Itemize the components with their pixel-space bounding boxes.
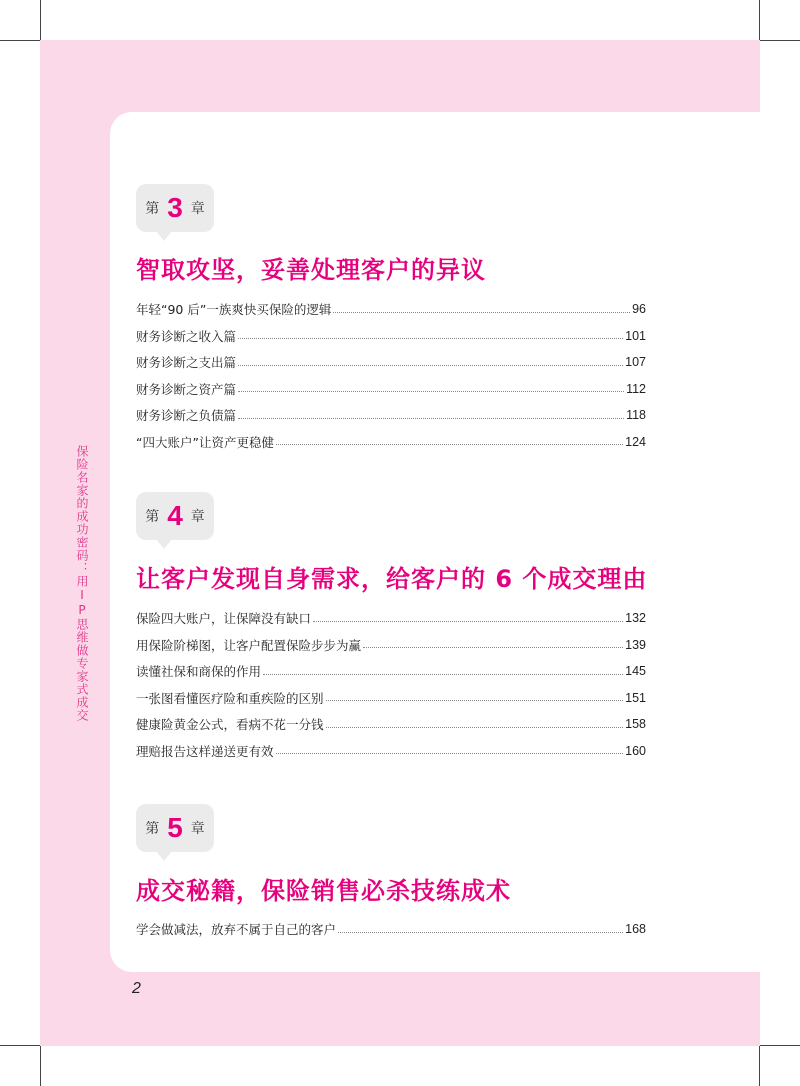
dot-leader [238,365,623,366]
toc-entry[interactable] [136,349,646,376]
chapter-number: 4 [167,500,183,531]
chapter-number: 5 [167,812,183,843]
toc-entry[interactable] [136,632,646,659]
chapter-badge [136,184,214,232]
page-number: 2 [132,980,141,997]
toc-entry-title: 财务诊断之支出篇 [136,355,237,371]
chapter-suffix: 章 [190,201,205,217]
toc-entry[interactable] [136,296,646,323]
toc-entry[interactable] [136,658,646,685]
crop-mark [0,40,40,41]
chapter-title: 让客户发现自身需求，给客户的 6 个成交理由 [136,565,648,593]
toc-entry-title: 财务诊断之负债篇 [136,408,237,424]
chapter-suffix: 章 [190,509,205,525]
toc-entry[interactable] [136,685,646,712]
dot-leader [326,727,624,728]
toc-entry-title: 财务诊断之资产篇 [136,381,237,397]
toc-entry-page: 118 [626,408,646,423]
toc-entry-page: 101 [625,328,646,343]
toc-entry-page: 132 [625,611,646,626]
toc-entry-page: 96 [632,302,646,317]
toc-entry-title: 一张图看懂医疗险和重疾险的区别 [136,690,324,706]
dot-leader [276,753,624,754]
toc-entry-title: “四大账户”让资产更稳健 [136,434,274,450]
dot-leader [313,621,623,622]
toc-entry[interactable] [136,402,646,429]
toc-list [136,605,646,764]
chapter-prefix: 第 [145,201,160,217]
toc-entry[interactable] [136,376,646,403]
toc-list [136,916,646,943]
book-title-vertical: 保险名家的成功密码：用IP思维做专家式成交 [75,445,89,722]
chapter-suffix: 章 [190,821,205,837]
toc-entry-title: 读懂社保和商保的作用 [136,664,262,680]
dot-leader [238,391,624,392]
toc-entry-page: 107 [625,355,646,370]
toc-entry-page: 145 [625,664,646,679]
crop-mark [759,0,760,40]
crop-mark [759,1046,760,1086]
crop-mark [0,1045,40,1046]
chapter-title: 智取攻坚，妥善处理客户的异议 [136,256,486,284]
toc-entry-title: 财务诊断之收入篇 [136,328,237,344]
toc-entry-page: 124 [625,434,646,449]
chapter-prefix: 第 [145,821,160,837]
toc-entry-page: 139 [625,637,646,652]
dot-leader [338,932,623,933]
dot-leader [363,647,623,648]
chapter-prefix: 第 [145,509,160,525]
chapter-badge [136,804,214,852]
toc-entry[interactable] [136,738,646,765]
dot-leader [276,444,623,445]
chapter-number: 3 [167,192,183,223]
dot-leader [238,338,623,339]
toc-entry-title: 学会做减法，放弃不属于自己的客户 [136,922,337,938]
toc-entry-title: 健康险黄金公式，看病不花一分钱 [136,717,324,733]
toc-entry-page: 160 [625,743,646,758]
toc-entry-title: 理赔报告这样递送更有效 [136,743,274,759]
dot-leader [238,418,624,419]
dot-leader [263,674,623,675]
crop-mark [760,40,800,41]
toc-entry[interactable] [136,323,646,350]
toc-entry-page: 112 [626,381,646,396]
toc-entry[interactable] [136,429,646,456]
crop-mark [40,0,41,40]
toc-entry[interactable] [136,916,646,943]
chapter-badge [136,492,214,540]
toc-entry-title: 保险四大账户，让保障没有缺口 [136,611,312,627]
crop-mark [40,1046,41,1086]
toc-entry[interactable] [136,711,646,738]
toc-entry-title: 年轻“90 后”一族爽快买保险的逻辑 [136,302,332,318]
toc-entry-title: 用保险阶梯图，让客户配置保险步步为赢 [136,637,362,653]
toc-entry-page: 168 [625,922,646,937]
crop-mark [760,1045,800,1046]
dot-leader [326,700,624,701]
toc-list [136,296,646,455]
toc-entry-page: 151 [625,690,646,705]
toc-entry-page: 158 [625,717,646,732]
dot-leader [333,312,630,313]
chapter-title: 成交秘籍，保险销售必杀技练成术 [136,877,511,905]
toc-entry[interactable] [136,605,646,632]
